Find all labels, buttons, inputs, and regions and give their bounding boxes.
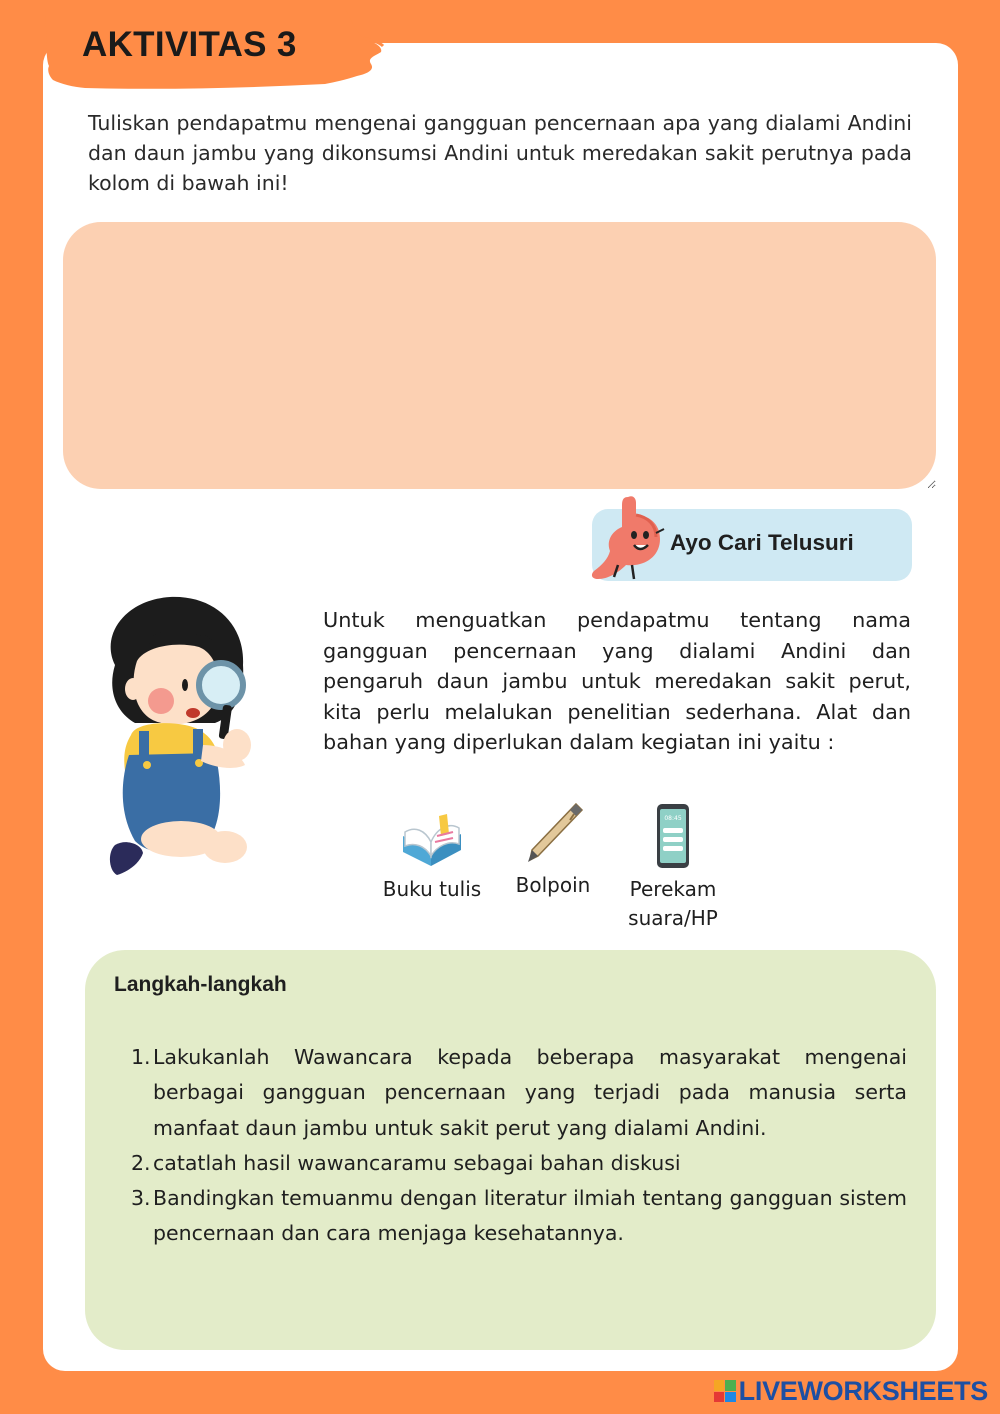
research-paragraph: Untuk menguatkan pendapatmu tentang nama gangguan pencernaan yang dialami Andini dan pengaruh daun jambu untuk meredakan sakit perut, kita perlu melalukan penelitian sederhana. Alat dan bahan yang diperlukan dalam kegiatan ini yaitu :	[323, 608, 911, 754]
brand-text: LIVEWORKSHEETS	[738, 1375, 988, 1406]
tool-pen	[503, 800, 603, 900]
tool-phone-label-line2: suara/HP	[628, 906, 718, 930]
tool-book-label: Buku tulis	[382, 877, 482, 901]
activity-title: AKTIVITAS 3	[82, 25, 297, 64]
tool-phone	[612, 802, 734, 933]
answer-input[interactable]	[63, 222, 936, 489]
tool-pen-label: Bolpoin	[515, 873, 591, 897]
explore-badge	[592, 509, 912, 581]
child-magnifier-illustration	[95, 595, 285, 885]
brand-logo-icon	[714, 1380, 736, 1402]
book-icon	[397, 806, 467, 870]
phone-icon	[653, 802, 693, 870]
brand-watermark[interactable]	[714, 1376, 988, 1406]
tool-book	[372, 806, 492, 904]
step-number: 1.	[131, 1045, 151, 1069]
step-text: catatlah hasil wawancaramu sebagai bahan diskusi	[153, 1150, 681, 1175]
list-item	[131, 1181, 907, 1252]
phone-clock-text: 08:45	[664, 815, 682, 822]
steps-panel	[85, 950, 936, 1350]
instruction-text: Tuliskan pendapatmu mengenai gangguan pencernaan apa yang dialami Andini dan daun jambu yang dikonsumsi Andini untuk meredakan sakit perutnya pada kolom di bawah ini!	[88, 111, 912, 195]
tool-phone-label-line1: Perekam	[629, 877, 717, 901]
step-number: 3.	[131, 1186, 151, 1211]
list-item	[131, 1146, 907, 1181]
title-tab	[45, 8, 385, 92]
list-item	[131, 1040, 907, 1146]
steps-list	[131, 1040, 907, 1252]
pen-icon	[518, 800, 588, 866]
step-text: Bandingkan temuanmu dengan literatur ilmiah tentang gangguan sistem pencernaan dan cara menjaga kesehatannya.	[153, 1186, 907, 1246]
steps-title: Langkah-langkah	[114, 973, 287, 996]
stomach-mascot-icon	[588, 493, 668, 585]
step-number: 2.	[131, 1150, 151, 1175]
step-text: Lakukanlah Wawancara kepada beberapa masyarakat mengenai berbagai gangguan pencernaan yang terjadi pada manusia serta manfaat daun jambu untuk sakit perut yang dialami Andini.	[153, 1045, 907, 1140]
explore-label: Ayo Cari Telusuri	[670, 530, 854, 555]
